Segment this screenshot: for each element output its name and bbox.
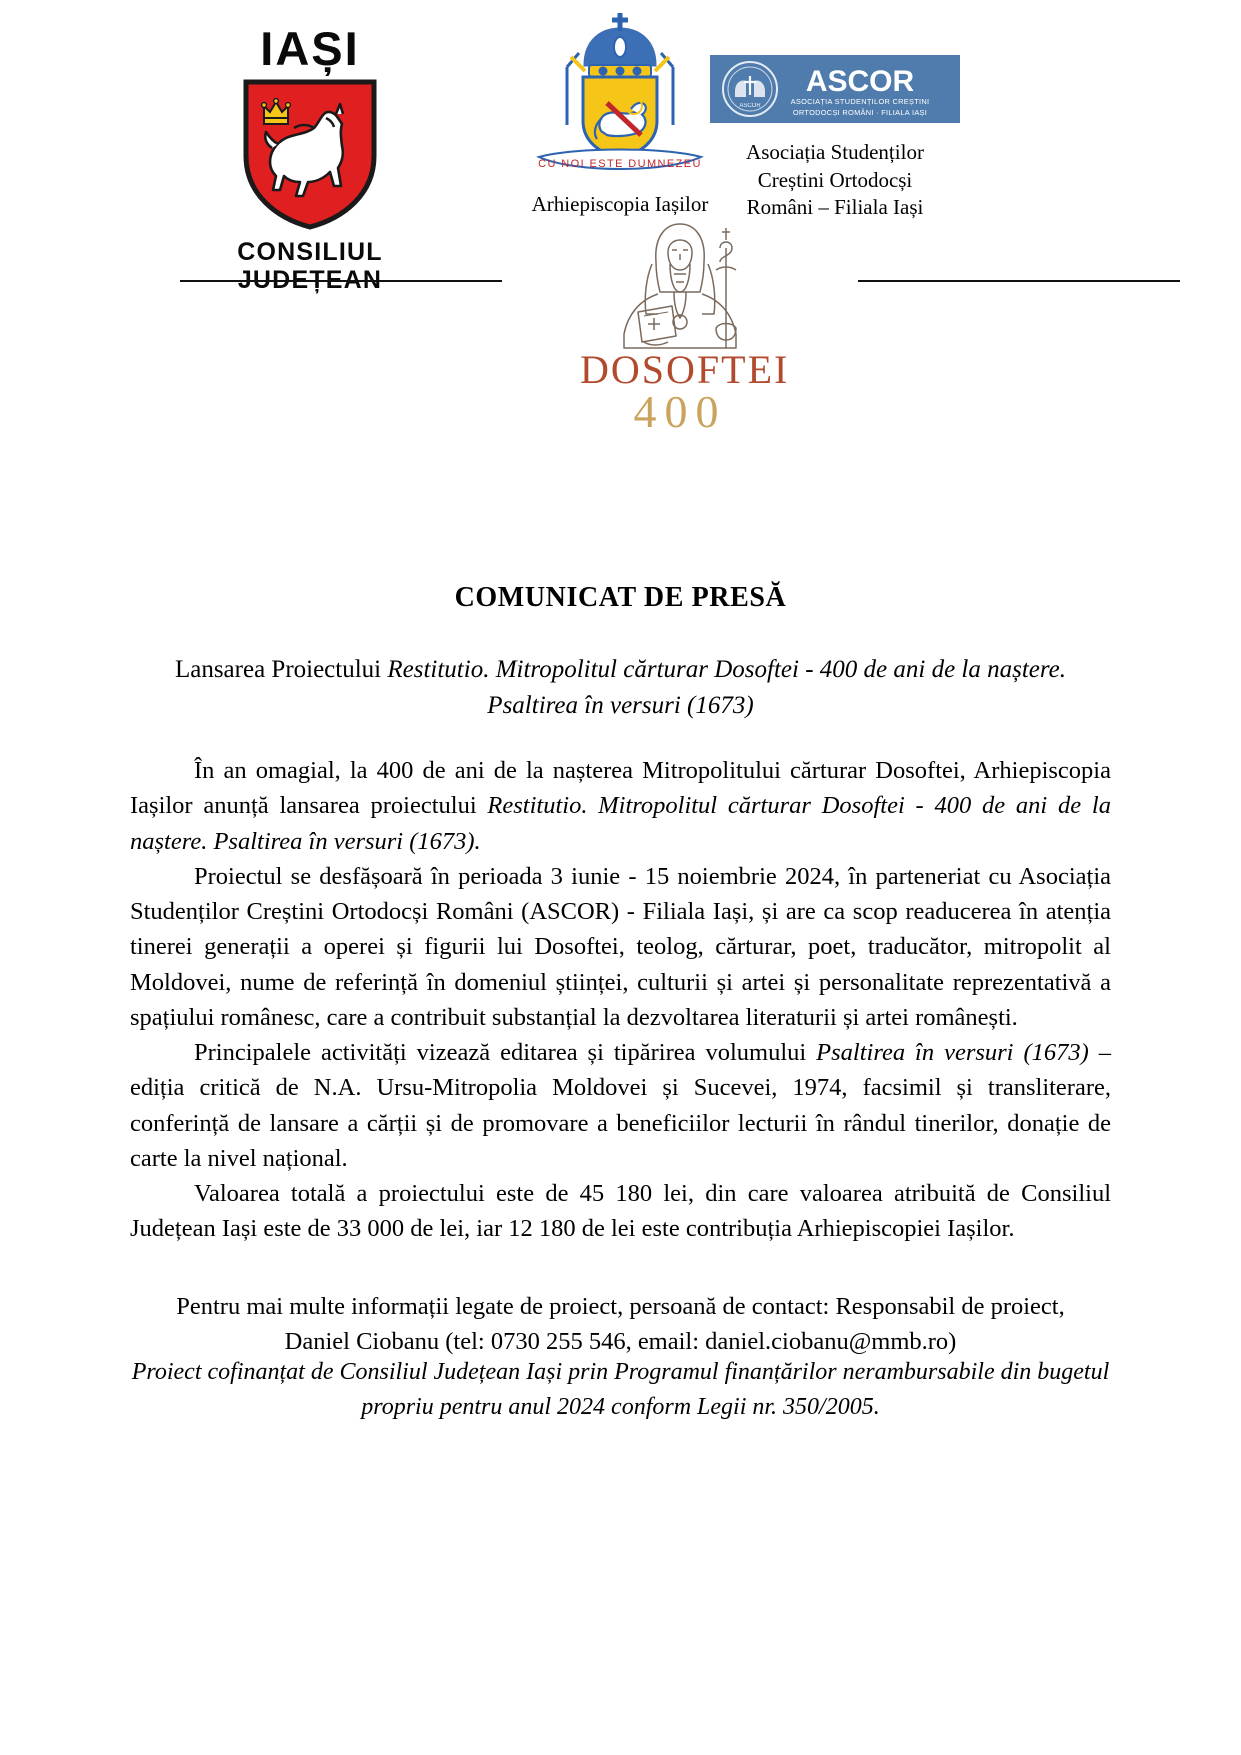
funding-footer: [130, 1355, 1111, 1424]
ascor-badge-line2: ORTODOCȘI ROMÂNI · FILIALA IAȘI: [792, 108, 928, 117]
archdiocese-motto: CU NOI ESTE DUMNEZEU: [538, 158, 702, 170]
ascor-caption-line3: Români – Filiala Iași: [746, 195, 924, 220]
paragraph-4: Valoarea totală a proiectului este de 45 180 lei, din care valoarea atribuită de Consiliul Județean Iași este de 33 000 de lei, iar 12 180 de lei este contribuția Arhiepiscopiei Iașilor.: [130, 1180, 1111, 1243]
contact-block: [130, 1289, 1111, 1360]
iasi-caption-line1: CONSILIUL: [237, 238, 383, 266]
subtitle-italic-line2: Psaltirea în versuri (1673): [487, 691, 754, 719]
page-title: COMUNICAT DE PRESĂ: [454, 582, 787, 613]
iasi-county-shield-horse-icon: [242, 78, 378, 230]
paragraph-2: Proiectul se desfășoară în perioada 3 iunie - 15 noiembrie 2024, în parteneriat cu Asociația Studenților Creștini Ortodocși Români (ASCOR) - Filiala Iași, și are ca scop readucerea în atenția tinerei generații a operei și figurii lui Dosoftei, teolog, cărturar, poet, traducător, mitropolit al Moldovei, nume de referință în domeniul științei, culturii și artei și personalitate reprezentativă a spațiului românesc, care a contribuit substanțial la dezvoltarea literaturii și artei românești.: [130, 862, 1111, 1031]
ascor-caption-line1: Asociația Studenților: [746, 140, 924, 164]
subtitle-italic-line1: Restitutio. Mitropolitul cărturar Dosoftei - 400 de ani de la naștere.: [387, 656, 1067, 683]
ascor-logo: [700, 55, 970, 222]
ascor-logo-icon: [710, 55, 960, 123]
footer-line2: propriu pentru anul 2024 conform Legii nr. 350/2005.: [361, 1393, 880, 1420]
iasi-caption-line2: JUDEȚEAN: [237, 266, 383, 294]
dosoftei-emblem-block: [180, 218, 1180, 437]
ascor-caption: [700, 139, 970, 222]
dosoftei-portrait-icon: [580, 218, 780, 355]
contact-line1: Pentru mai multe informații legate de proiect, persoană de contact: Responsabil de proiect,: [176, 1292, 1065, 1320]
ascor-wordmark: ASCOR: [805, 65, 915, 98]
document-subtitle: [130, 652, 1111, 723]
ascor-badge-line1: ASOCIAȚIA STUDENȚILOR CREȘTINI: [790, 97, 930, 106]
iasi-wordmark: IAȘI: [260, 22, 360, 75]
paragraph-3: Principalele activități vizează editarea și tipărirea volumului Psaltirea în versuri (1673) – ediția critică de N.A. Ursu-Mitropolia Moldovei și Sucevei, 1974, facsimil și transliterare, conferință de lansare a cărții și de promovare a beneficiilor lecturii în rândul tinerilor, donație de carte la nivel național.: [130, 1039, 1112, 1172]
divider-left: [180, 280, 502, 282]
archdiocese-caption: Arhiepiscopia Iașilor: [531, 192, 709, 216]
document-body: [130, 753, 1111, 1247]
subtitle-lead: Lansarea Proiectului: [174, 656, 388, 683]
divider-right: [858, 280, 1180, 282]
paragraph-1: În an omagial, la 400 de ani de la nașterea Mitropolitului cărturar Dosoftei, Arhiepiscopia Iașilor anunță lansarea proiectului Restitutio. Mitropolitul cărturar Dosoftei - 400 de ani de la naștere. Psaltirea în versuri (1673).: [130, 757, 1111, 855]
dosoftei-emblem: [580, 218, 790, 437]
contact-line2: Daniel Ciobanu (tel: 0730 255 546, email: daniel.ciobanu@mmb.ro): [284, 1327, 957, 1355]
dosoftei-wordmark: DOSOFTEI: [580, 347, 790, 392]
dosoftei-year: 400: [633, 386, 727, 437]
svg-text:ASCOR: ASCOR: [739, 103, 761, 109]
footer-line1: Proiect cofinanțat de Consiliul Județean Iași prin Programul finanțărilor nerambursabile din bugetul: [131, 1359, 1110, 1385]
logo-band: [130, 0, 1111, 437]
ascor-caption-line2: Creștini Ortodocși: [757, 167, 913, 192]
